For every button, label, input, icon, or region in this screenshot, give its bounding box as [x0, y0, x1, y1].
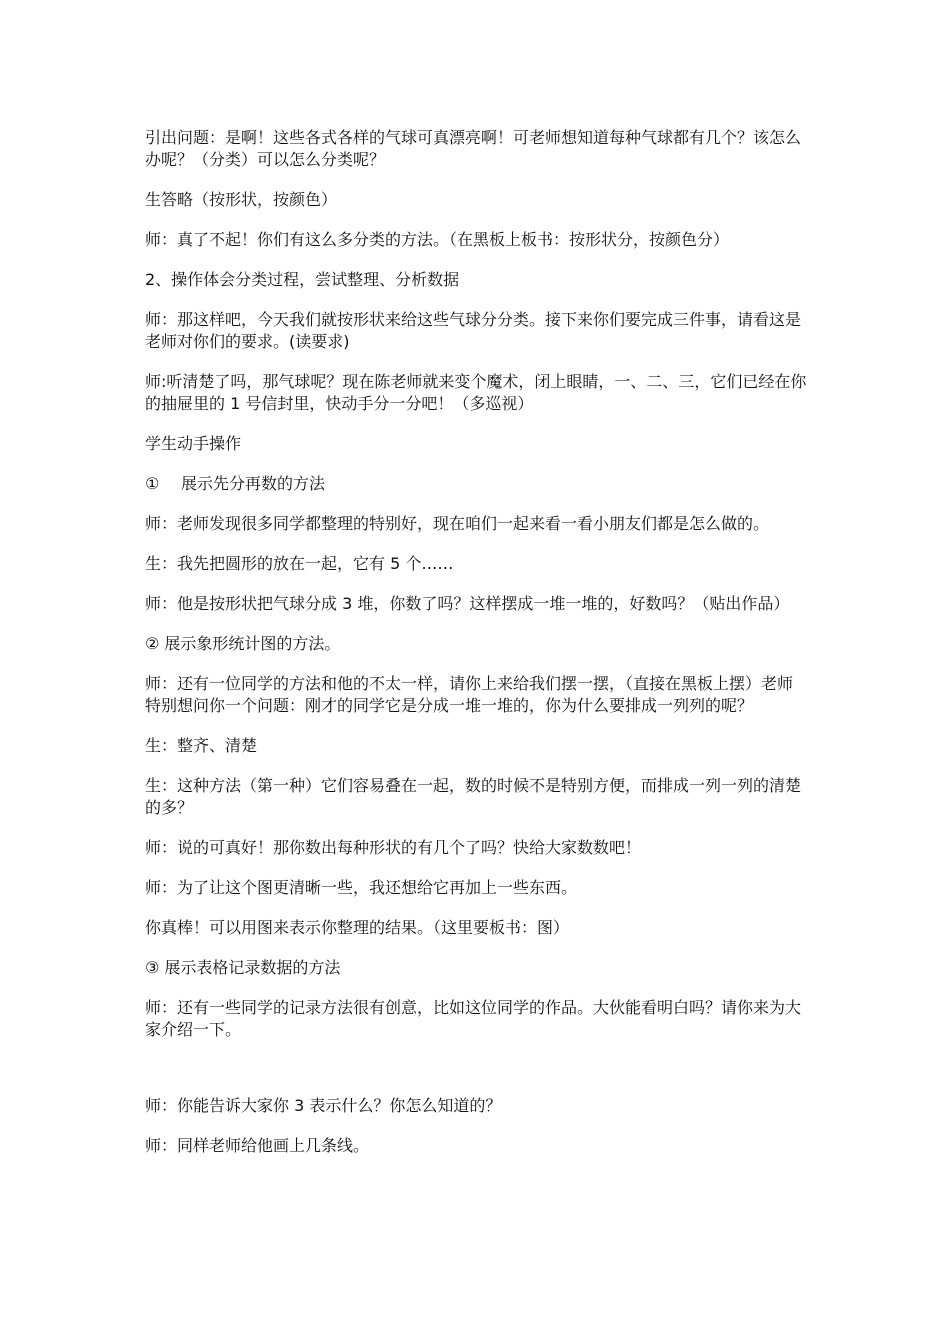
- paragraph-teacher-another-method: 师：还有一位同学的方法和他的不太一样，请你上来给我们摆一摆，（直接在黑板上摆）老师特别想问你一个问题：刚才的同学它是分成一堆一堆的，你为什么要排成一列列的呢？: [145, 674, 794, 715]
- paragraph-praise-chart: 你真棒！可以用图来表示你整理的结果。（这里要板书：图）: [145, 918, 570, 937]
- paragraph-teacher-creative: 师：还有一些同学的记录方法很有创意，比如这位同学的作品。大伙能看明白吗？请你来为大家介绍一下。: [145, 998, 802, 1039]
- paragraph-teacher-observe: 师：老师发现很多同学都整理的特别好，现在咱们一起来看一看小朋友们都是怎么做的。: [145, 514, 770, 533]
- document-page: [145, 127, 807, 1175]
- paragraph-teacher-three-piles: 师：他是按形状把气球分成 3 堆，你数了吗？这样摆成一堆一堆的，好数吗？（贴出作品）: [145, 594, 790, 613]
- paragraph-teacher-instructions: 师：那这样吧，今天我们就按形状来给这些气球分分类。接下来你们要完成三件事，请看这是老师对你们的要求。(读要求): [145, 310, 802, 351]
- paragraph-intro-question: 引出问题：是啊！这些各式各样的气球可真漂亮啊！可老师想知道每种气球都有几个？该怎么办呢？（分类）可以怎么分类呢？: [145, 128, 802, 169]
- paragraph-student-comparison: 生：这种方法（第一种）它们容易叠在一起，数的时候不是特别方便，而排成一列一列的清楚的多？: [145, 776, 802, 817]
- paragraph-item-3: ③ 展示表格记录数据的方法: [145, 958, 341, 977]
- paragraph-student-operation: 学生动手操作: [145, 434, 242, 453]
- paragraph-teacher-ask-three: 师：你能告诉大家你 3 表示什么？你怎么知道的？: [145, 1096, 502, 1115]
- paragraph-student-circles: 生：我先把圆形的放在一起，它有 5 个……: [145, 554, 454, 573]
- paragraph-section-2-heading: 2、操作体会分类过程，尝试整理、分析数据: [145, 270, 460, 289]
- paragraph-student-answer: 生答略（按形状，按颜色）: [145, 190, 338, 209]
- paragraph-teacher-draw-lines: 师：同样老师给他画上几条线。: [145, 1136, 370, 1155]
- paragraph-student-neat: 生：整齐、清楚: [145, 736, 258, 755]
- paragraph-item-2: ② 展示象形统计图的方法。: [145, 634, 341, 653]
- paragraph-teacher-magic: 师:听清楚了吗，那气球呢？现在陈老师就来变个魔术，闭上眼睛，一、二、三，它们已经在你的抽屉里的 1 号信封里，快动手分一分吧！（多巡视）: [145, 372, 807, 413]
- paragraph-teacher-clearer: 师：为了让这个图更清晰一些，我还想给它再加上一些东西。: [145, 878, 578, 897]
- paragraph-teacher-count: 师：说的可真好！那你数出每种形状的有几个了吗？快给大家数数吧！: [145, 838, 642, 857]
- item-1-text: 展示先分再数的方法: [181, 474, 326, 493]
- item-1-marker: ①: [145, 474, 160, 493]
- paragraph-item-1: [145, 473, 807, 495]
- paragraph-teacher-praise: 师：真了不起！你们有这么多分类的方法。（在黑板上板书：按形状分，按颜色分）: [145, 230, 730, 249]
